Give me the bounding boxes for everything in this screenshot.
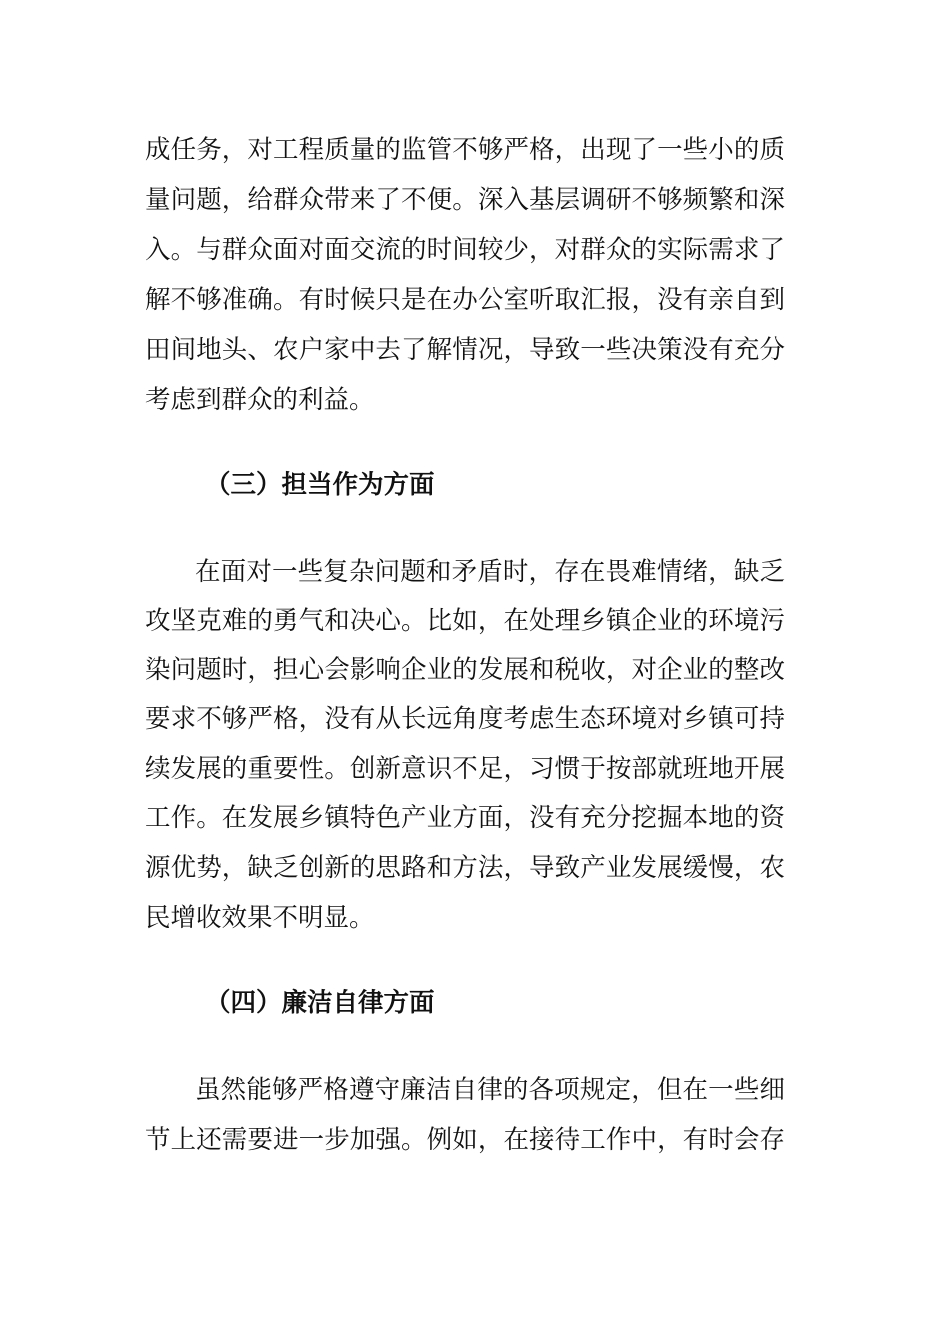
paragraph-line: 虽然能够严格遵守廉洁自律的各项规定，但在一些细 [195,1075,785,1105]
section-heading-4: （四）廉洁自律方面 [205,988,435,1018]
paragraph-line: 考虑到群众的利益。 [145,385,375,415]
paragraph-line: 源优势，缺乏创新的思路和方法，导致产业发展缓慢，农 [145,853,785,883]
paragraph-line: 入。与群众面对面交流的时间较少，对群众的实际需求了 [145,235,785,265]
paragraph-line: 在面对一些复杂问题和矛盾时，存在畏难情绪，缺乏 [195,557,785,587]
paragraph-line: 成任务，对工程质量的监管不够严格，出现了一些小的质 [145,135,785,165]
paragraph-line: 续发展的重要性。创新意识不足，习惯于按部就班地开展 [145,754,785,784]
paragraph-line: 攻坚克难的勇气和决心。比如，在处理乡镇企业的环境污 [145,606,785,636]
paragraph-line: 解不够准确。有时候只是在办公室听取汇报，没有亲自到 [145,285,785,315]
section-heading-3: （三）担当作为方面 [205,470,435,500]
paragraph-line: 工作。在发展乡镇特色产业方面，没有充分挖掘本地的资 [145,803,785,833]
paragraph-line: 民增收效果不明显。 [145,903,375,933]
paragraph-line: 染问题时，担心会影响企业的发展和税收，对企业的整改 [145,655,785,685]
paragraph-line: 节上还需要进一步加强。例如，在接待工作中，有时会存 [145,1125,785,1155]
paragraph-line: 田间地头、农户家中去了解情况，导致一些决策没有充分 [145,335,785,365]
paragraph-line: 要求不够严格，没有从长远角度考虑生态环境对乡镇可持 [145,704,785,734]
paragraph-line: 量问题，给群众带来了不便。深入基层调研不够频繁和深 [145,185,785,215]
